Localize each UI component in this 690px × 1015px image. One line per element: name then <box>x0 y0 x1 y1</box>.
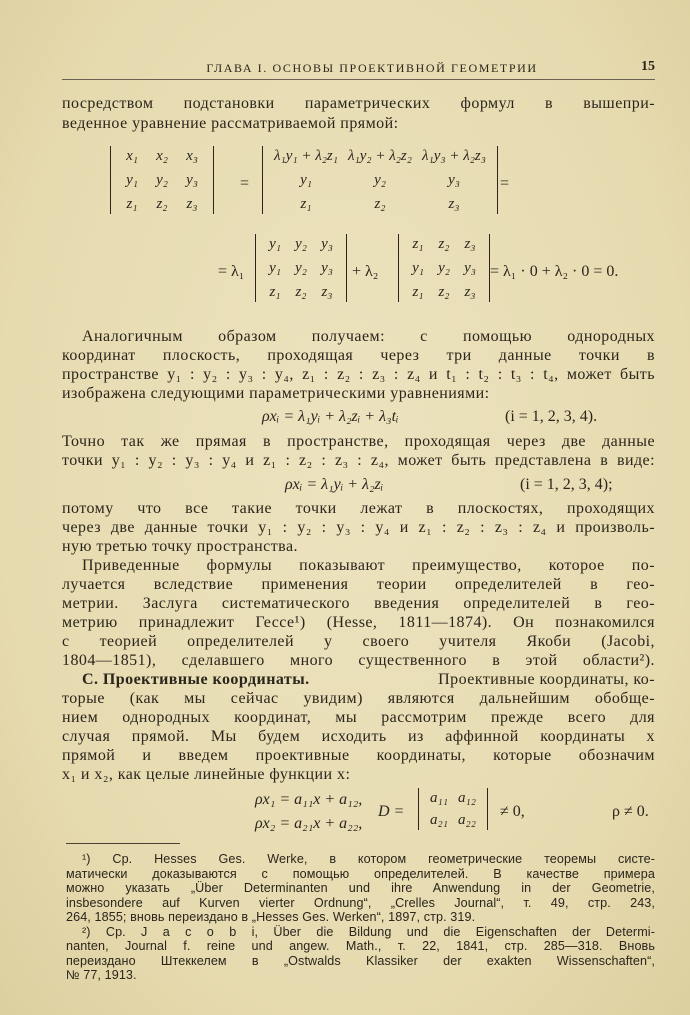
matrix-entry: y₂ <box>295 260 307 276</box>
matrix-entry: y₂ <box>438 260 450 276</box>
matrix-entry: λ₁y₃ + λ₂z₃ <box>422 148 486 164</box>
matrix-entry: y₁ <box>126 172 138 188</box>
footnote-line: переиздано Штеккелем в „Ostwalds Klassiker der exakten Wissenschaften“, <box>66 953 655 968</box>
matrix-entry: a₂₁ <box>430 812 448 828</box>
matrix-entry: x₃ <box>186 148 198 164</box>
text-line: прямой и введем проективные координаты, которые обозначим <box>62 747 655 764</box>
determinant-lambda <box>262 146 498 214</box>
footnote-line: nanten, Journal f. reine und angew. Math., т. 22, 1841, стр. 285—318. Вновь <box>66 939 655 953</box>
text-line: x₁ и x₂, как целые линейные функции x: <box>62 766 351 783</box>
text-line: торые (как мы сейчас увидим) являются дальнейшим обобще- <box>62 690 655 707</box>
determinant-xyz <box>110 146 214 214</box>
section-heading: C. Проективные координаты. <box>82 671 310 688</box>
matrix-entry: z₃ <box>448 196 460 212</box>
footnote-line: ²) Ср. J a c o b i, Über die Bildung und die Eigenschaften der Determi- <box>82 924 655 939</box>
matrix-entry: z₃ <box>464 284 476 300</box>
matrix-entry: y₃ <box>464 260 476 276</box>
matrix-entry: a₂₂ <box>458 812 476 828</box>
matrix-entry: z₃ <box>186 196 198 212</box>
footnote-line: можно указать „Über Determinanten und ihre Anwendung in der Geometrie, <box>66 881 655 895</box>
matrix-entry: z₂ <box>438 236 450 252</box>
matrix-entry: x₂ <box>156 148 168 164</box>
text-line: лучается вследствие применения теории определителей в гео- <box>62 576 655 593</box>
equation-x2: ρx₂ = a₂₁x + a₂₂, <box>255 815 363 832</box>
matrix-entry: z₁ <box>269 284 281 300</box>
running-header <box>62 58 655 78</box>
matrix-entry: a₁₁ <box>430 790 448 806</box>
matrix-entry: z₂ <box>374 196 386 212</box>
footnote-line: матически доказываются с помощью определителей. В качестве примера <box>66 866 655 881</box>
text-line: метрию принадлежит Гессе¹) (Hesse, 1811—1874). Он познакомился <box>62 614 655 631</box>
coefficient-lambda1: = λ₁ <box>218 263 245 280</box>
matrix-entry: z₃ <box>464 236 476 252</box>
text-line: 1804—1851), сделавшего много существенного в этой области²). <box>62 652 655 669</box>
header-rule <box>62 79 655 80</box>
equation-plane: ρxᵢ = λ₁yᵢ + λ₂zᵢ + λ₃tᵢ <box>262 408 399 425</box>
equals-sign: = <box>240 175 250 192</box>
text-line: координат плоскость, проходящая через три данные точки в <box>62 347 655 364</box>
matrix-entry: z₂ <box>295 284 307 300</box>
running-title: ГЛАВА I. ОСНОВЫ ПРОЕКТИВНОЙ ГЕОМЕТРИИ <box>206 61 538 75</box>
matrix-entry: y₂ <box>374 172 386 188</box>
determinant-zyz <box>398 234 490 302</box>
determinant-result: = λ₁ · 0 + λ₂ · 0 = 0. <box>490 263 619 280</box>
text-line: через две данные точки y₁ : y₂ : y₃ : y₄ и z₁ : z₂ : z₃ : z₄ и произволь- <box>62 519 655 536</box>
determinant-label: D = <box>378 803 405 820</box>
matrix-entry: z₁ <box>412 284 424 300</box>
determinant-a <box>418 788 488 830</box>
text-line: посредством подстановки параметрических формул в вышепри- <box>62 95 655 112</box>
matrix-entry: z₁ <box>300 196 312 212</box>
equals-sign: = <box>500 175 510 192</box>
text-line: Точно так же прямая в пространстве, проходящая через две данные <box>62 433 655 450</box>
matrix-entry: y₁ <box>269 236 281 252</box>
determinant-nonzero: ≠ 0, <box>500 803 525 820</box>
matrix-entry: y₃ <box>448 172 460 188</box>
matrix-entry: y₃ <box>186 172 198 188</box>
equation-line: ρxᵢ = λ₁yᵢ + λ₂zᵢ <box>285 476 384 493</box>
text-fragment: Проективные координаты, ко- <box>438 671 655 688</box>
text-line: с теорией определителей у своего учителя Якоби (Jacobi, <box>62 633 655 650</box>
page-number: 15 <box>641 59 655 74</box>
matrix-entry: y₃ <box>321 236 333 252</box>
matrix-entry: z₂ <box>438 284 450 300</box>
matrix-entry: y₂ <box>295 236 307 252</box>
determinant-yyz <box>255 234 347 302</box>
text-line: изображена следующими параметрическими уравнениями: <box>62 385 490 402</box>
matrix-entry: y₁ <box>300 172 312 188</box>
equation-x1: ρx₁ = a₁₁x + a₁₂, <box>255 791 363 808</box>
matrix-entry: y₁ <box>412 260 424 276</box>
text-line: Аналогичным образом получаем: с помощью однородных <box>82 328 655 345</box>
section-heading-line <box>82 670 655 689</box>
matrix-entry: z₂ <box>156 196 168 212</box>
matrix-entry: z₃ <box>321 284 333 300</box>
matrix-entry: z₁ <box>126 196 138 212</box>
text-line: нием однородных координат, мы рассмотрим прежде всего для <box>62 709 655 726</box>
footnote-line: ¹) Ср. Hesses Ges. Werke, в котором геометрические теоремы систе- <box>82 852 655 866</box>
coefficient-lambda2: + λ₂ <box>352 263 379 280</box>
matrix-entry: λ₁y₂ + λ₂z₂ <box>348 148 412 164</box>
equation-condition: (i = 1, 2, 3, 4); <box>520 476 613 493</box>
matrix-entry: y₂ <box>156 172 168 188</box>
rho-nonzero: ρ ≠ 0. <box>612 803 649 820</box>
matrix-entry: a₁₂ <box>458 790 476 806</box>
footnote-line: 264, 1855; вновь переиздано в „Hesses Ges. Werken“, 1897, стр. 319. <box>66 910 476 924</box>
text-line: пространстве y₁ : y₂ : y₃ : y₄, z₁ : z₂ : z₃ : z₄ и t₁ : t₂ : t₃ : t₄, может быть <box>62 366 655 383</box>
matrix-entry: y₁ <box>269 260 281 276</box>
text-line: случая прямой. Мы будем исходить из аффинной координаты x <box>62 728 655 745</box>
equation-condition: (i = 1, 2, 3, 4). <box>505 408 598 425</box>
footnote-line: insbesondere auf Kurven vierter Ordnung“, „Crelles Journal“, т. 49, стр. 243, <box>66 895 655 910</box>
matrix-entry: x₁ <box>126 148 138 164</box>
matrix-entry: z₁ <box>412 236 424 252</box>
text-line: метрии. Заслуга систематического введения определителей в гео- <box>62 595 655 612</box>
matrix-entry: λ₁y₁ + λ₂z₁ <box>274 148 338 164</box>
footnote-line: № 77, 1913. <box>66 968 137 982</box>
text-line: веденное уравнение рассматриваемой прямой: <box>62 115 399 132</box>
footnote-rule <box>66 843 180 844</box>
text-line: ную третью точку пространства. <box>62 538 298 555</box>
text-line: точки y₁ : y₂ : y₃ : y₄ и z₁ : z₂ : z₃ : z₄, может быть представлена в виде: <box>62 452 655 469</box>
text-line: потому что все такие точки лежат в плоскостях, проходящих <box>62 500 655 517</box>
text-line: Приведенные формулы показывают преимущество, которое по- <box>82 557 655 574</box>
matrix-entry: y₃ <box>321 260 333 276</box>
